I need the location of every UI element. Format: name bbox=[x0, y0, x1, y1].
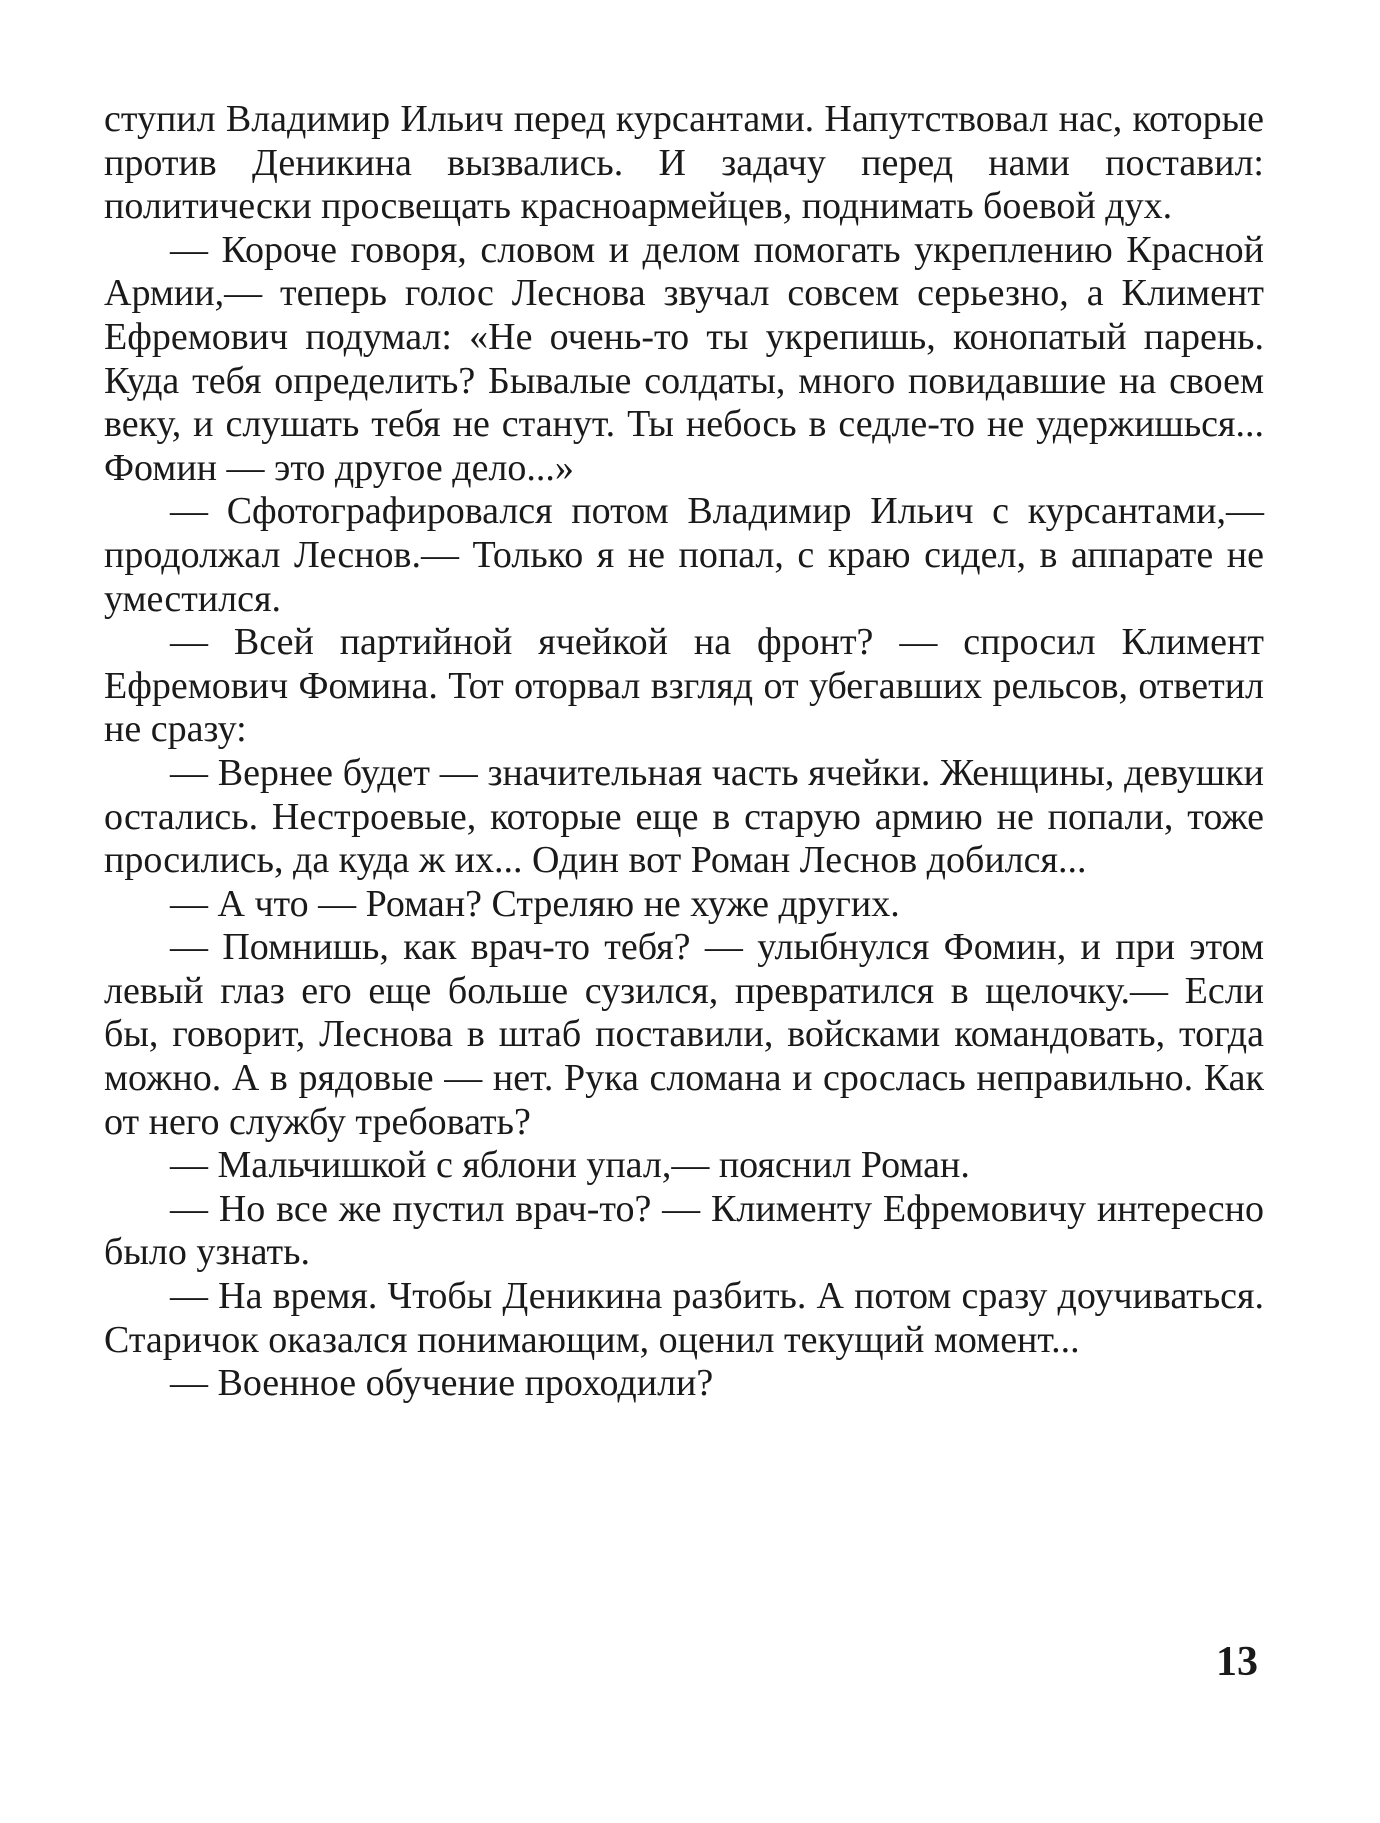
paragraph: — Помнишь, как врач-то тебя? — улыбнулся Фомин, и при этом левый глаз его еще больше сузился, превратился в щелочку.— Если бы, говорит, Леснова в штаб поставили, войсками командовать, тогда можно. А в рядовые — нет. Рука сломана и срослась неправильно. Как от него службу требовать? bbox=[104, 926, 1264, 1143]
paragraph: — На время. Чтобы Деникина разбить. А потом сразу доучиваться. Старичок оказался понимающим, оценил текущий момент... bbox=[104, 1275, 1264, 1361]
paragraph: — Мальчишкой с яблони упал,— пояснил Роман. bbox=[170, 1144, 970, 1187]
paragraph: — Но все же пустил врач-то? — Клименту Ефремовичу интересно было узнать. bbox=[104, 1187, 1264, 1274]
paragraph: — Сфотографировался потом Владимир Ильич с курсантами,— продолжал Леснов.— Только я не попал, с краю сидел, в аппарате не уместился. bbox=[104, 490, 1264, 620]
paragraph: — Короче говоря, словом и делом помогать укреплению Красной Армии,— теперь голос Леснова звучал совсем серьезно, а Климент Ефремович подумал: «Не очень-то ты укрепишь, конопатый парень. Куда тебя определить? Бывалые солдаты, много повидавшие на своем веку, и слушать тебя не станут. Ты небось в седле-то не удержишься... Фомин — это другое дело...» bbox=[104, 228, 1264, 489]
paragraph: — А что — Роман? Стреляю не хуже других. bbox=[170, 882, 900, 925]
body-text bbox=[104, 98, 1264, 1406]
paragraph: ступил Владимир Ильич перед курсантами. Напутствовал нас, которые против Деникина вызвались. И задачу перед нами поставил: политически просвещать красноармейцев, поднимать боевой дух. bbox=[104, 98, 1264, 228]
paragraph: — Военное обучение проходили? bbox=[170, 1362, 714, 1405]
paragraph: — Вернее будет — значительная часть ячейки. Женщины, девушки остались. Нестроевые, которые еще в старую армию не попали, тоже просились, да куда ж их... Один вот Роман Леснов добился... bbox=[104, 751, 1264, 882]
page-number: 13 bbox=[1216, 1639, 1258, 1685]
paragraph: — Всей партийной ячейкой на фронт? — спросил Климент Ефремович Фомина. Тот оторвал взгляд от убегавших рельсов, ответил не сразу: bbox=[104, 621, 1264, 751]
